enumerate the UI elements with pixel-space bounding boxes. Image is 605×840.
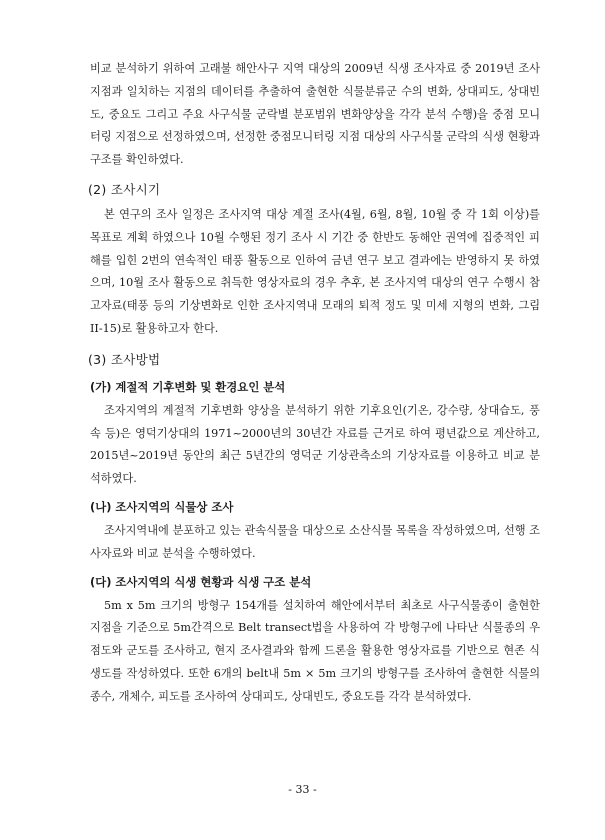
flora-paragraph: 조사지역내에 분포하고 있는 관속식물을 대상으로 소산식물 목록을 작성하였으며, 선행 조사자료와 비교 분석을 수행하였다. xyxy=(90,523,540,560)
climate-paragraph: 조자지역의 계절적 기후변화 양상을 분석하기 위한 기후요인(기온, 강수량, 상대습도, 풍속 등)은 영덕기상대의 1971~2000년의 30년간 자료를 근거로 하여 평년값으로 계산하고, 2015년~2019년 동안의 최근 5년간의 영덕군 기상관측소의 기상자료를 이용하고 비교 분석하였다. xyxy=(90,403,540,486)
page-content xyxy=(90,58,540,709)
period-paragraph: 본 연구의 조사 일정은 조사지역 대상 계절 조사(4월, 6월, 8월, 10월 중 각 1회 이상)를 목표로 계획 하였으나 10월 수행된 정기 조사 시 기간 중 한반도 동해안 권역에 집중적인 피해를 입힌 2번의 연속적인 태풍 활동으로 인하여 금년 연구 보고 결과에는 반영하지 못 하였으며, 10월 조사 활동으로 취득한 영상자료의 경우 추후, 본 조사지역 대상의 연구 수행시 참고자료(태풍 등의 기상변화로 인한 조사지역내 모래의 퇴적 정도 및 미세 지형의 변화, 그림 II-15)로 활용하고자 한다. xyxy=(90,207,540,335)
subsection-heading-climate: (가) 계절적 기후변화 및 환경요인 분석 xyxy=(90,379,286,394)
subsection-heading-vegetation: (다) 조사지역의 식생 현황과 식생 구조 분석 xyxy=(90,574,312,589)
section-heading-period: (2) 조사시기 xyxy=(88,181,161,197)
section-heading-method: (3) 조사방법 xyxy=(88,351,161,367)
subsection-heading-flora: (나) 조사지역의 식물상 조사 xyxy=(90,499,234,514)
page-number: - 33 - xyxy=(288,783,317,796)
vegetation-paragraph: 5m x 5m 크기의 방형구 154개를 설치하여 해안에서부터 최초로 사구식물종이 출현한 지점을 기준으로 5m간격으로 Belt transect법을 사용하여 각 방형구에 나타난 식물종의 우점도와 군도를 조사하고, 현지 조사결과와 함께 드론을 활용한 영상자료를 기반으로 현존 식생도를 작성하였다. 또한 6개의 belt내 5m × 5m 크기의 방형구를 조사하여 출현한 식물의 종수, 개체수, 피도를 조사하여 상대피도, 상대빈도, 중요도를 각각 분석하였다. xyxy=(90,598,540,703)
intro-paragraph: 비교 분석하기 위하여 고래불 해안사구 지역 대상의 2009년 식생 조사자료 중 2019년 조사지점과 일치하는 지점의 데이터를 추출하여 출현한 식물분류군 수의 변화, 상대피도, 상대빈도, 중요도 그리고 주요 사구식물 군락별 분포범위 변화양상을 각각 분석 수행)을 중점 모니터링 지점으로 선정하였으며, 선정한 중점모니터링 지점 대상의 사구식물 군락의 식생 현황과 구조를 확인하였다. xyxy=(90,62,540,167)
